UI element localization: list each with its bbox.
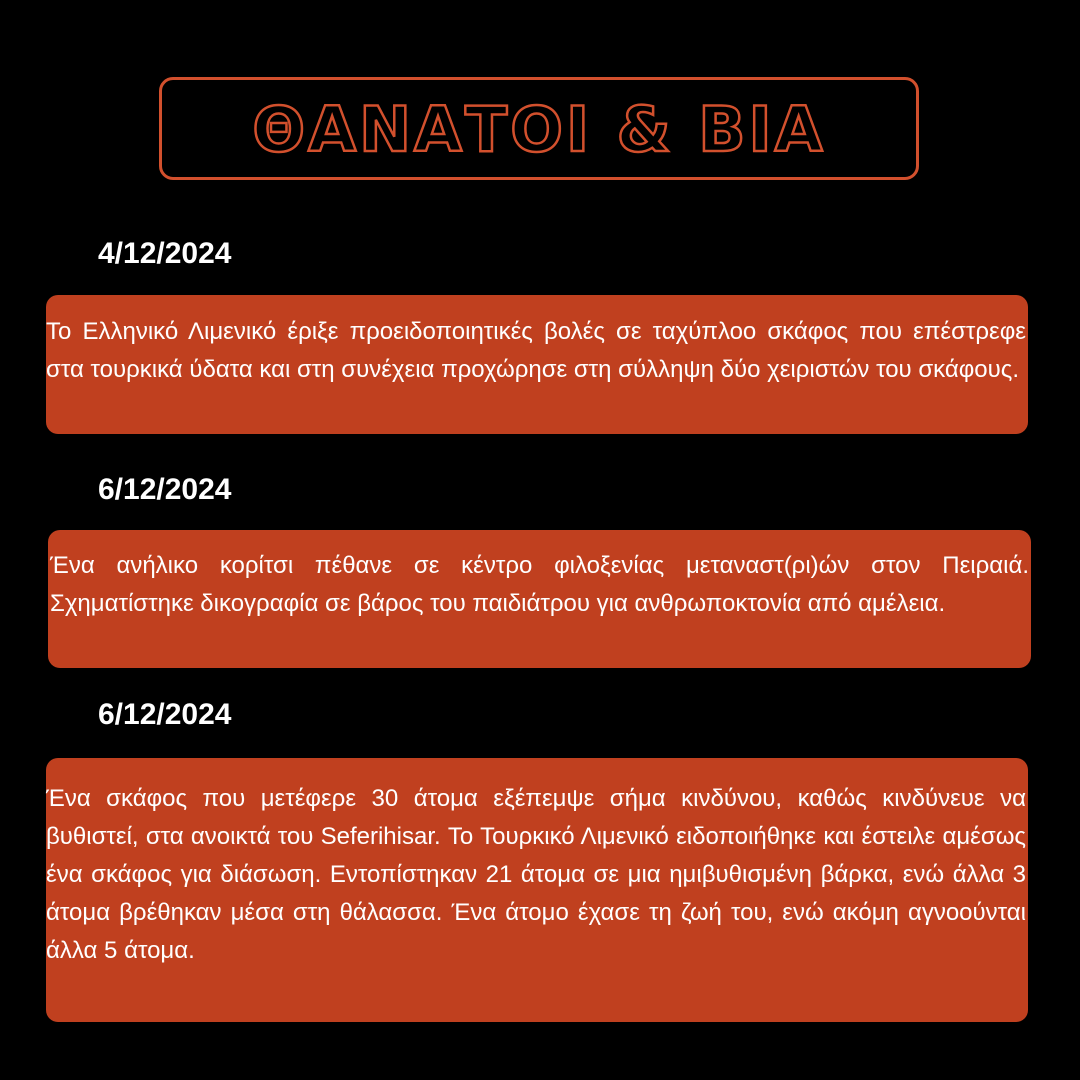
entry-text-1: Το Ελληνικό Λιμενικό έριξε προειδοποιητικές βολές σε ταχύπλοο σκάφος που επέστρεφε στα τουρκικά ύδατα και στη συνέχεια προχώρησε στη σύλληψη δύο χειριστών του σκάφους. xyxy=(46,318,1026,383)
page-title: ΘΑΝΑΤΟΙ & ΒΙΑ xyxy=(252,92,826,166)
title-banner xyxy=(159,77,919,180)
entry-text-3: Ένα σκάφος που μετέφερε 30 άτομα εξέπεμψε σήμα κινδύνου, καθώς κινδύνευε να βυθιστεί, στα ανοικτά του Seferihisar. Το Τουρκικό Λιμενικό ειδοποιήθηκε και έστειλε αμέσως ένα σκάφος για διάσωση. Εντοπίστηκαν 21 άτομα σε μια ημιβυθισμένη βάρκα, ενώ άλλα 3 άτομα βρέθηκαν μέσα στη θάλασσα. Ένα άτομο έχασε τη ζωή του, ενώ ακόμη αγνοούνται άλλα 5 άτομα. xyxy=(46,785,1026,964)
entry-card-2 xyxy=(48,530,1031,668)
entry-date-1: 4/12/2024 xyxy=(98,237,232,270)
entry-text-2: Ένα ανήλικο κορίτσι πέθανε σε κέντρο φιλοξενίας μεταναστ(ρι)ών στον Πειραιά. Σχηματίστηκε δικογραφία σε βάρος του παιδιάτρου για ανθρωποκτονία από αμέλεια. xyxy=(50,552,1029,617)
entry-card-3 xyxy=(46,758,1028,1022)
entry-date-3: 6/12/2024 xyxy=(98,698,232,731)
entry-card-1 xyxy=(46,295,1028,434)
entry-date-2: 6/12/2024 xyxy=(98,473,232,506)
